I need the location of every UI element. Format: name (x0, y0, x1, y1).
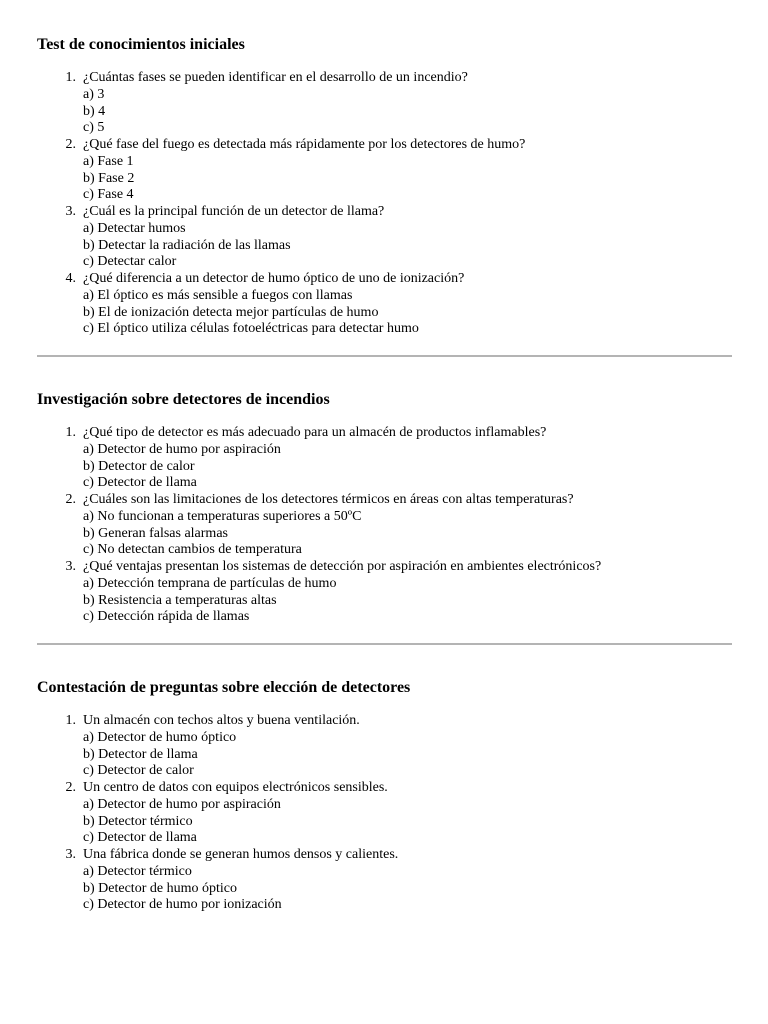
question-text: ¿Qué fase del fuego es detectada más rápidamente por los detectores de humo? (83, 137, 526, 152)
question-item (37, 137, 732, 204)
answer-option: b) El de ionización detecta mejor partículas de humo (83, 304, 379, 320)
question-item (37, 847, 732, 914)
question-item (37, 492, 732, 559)
question-item (37, 204, 732, 271)
answer-option: b) Detector de llama (83, 746, 198, 762)
question-text: ¿Qué tipo de detector es más adecuado para un almacén de productos inflamables? (83, 425, 547, 440)
question-text: Un centro de datos con equipos electrónicos sensibles. (83, 780, 388, 795)
section-detector-research (37, 390, 732, 626)
answer-option: c) Fase 4 (83, 187, 134, 203)
answer-option: b) Detectar la radiación de las llamas (83, 237, 291, 253)
question-list (37, 713, 732, 914)
section-title: Investigación sobre detectores de incendios (37, 391, 330, 408)
answer-option: c) Detección rápida de llamas (83, 609, 250, 625)
answer-option: b) Detector de calor (83, 458, 195, 474)
answer-option: a) 3 (83, 86, 105, 102)
answer-option: c) El óptico utiliza células fotoeléctricas para detectar humo (83, 321, 419, 337)
section-divider (37, 643, 732, 645)
answer-option: c) Detector de humo por ionización (83, 897, 282, 913)
question-list (37, 70, 732, 338)
answer-option: c) Detector de calor (83, 763, 194, 779)
answer-option: a) Detector térmico (83, 863, 192, 879)
question-text: ¿Cuántas fases se pueden identificar en el desarrollo de un incendio? (83, 70, 468, 85)
question-number: 1. (65, 425, 76, 440)
question-text: ¿Qué ventajas presentan los sistemas de detección por aspiración en ambientes electrónicos? (83, 559, 602, 574)
answer-option: c) No detectan cambios de temperatura (83, 542, 302, 558)
question-item (37, 271, 732, 338)
answer-option: a) Detección temprana de partículas de humo (83, 575, 337, 591)
section-detector-choice (37, 678, 732, 914)
section-initial-test (37, 35, 732, 338)
section-divider (37, 355, 732, 357)
question-number: 2. (65, 780, 76, 795)
answer-option: a) El óptico es más sensible a fuegos con llamas (83, 287, 353, 303)
question-text: ¿Qué diferencia a un detector de humo óptico de uno de ionización? (83, 271, 465, 286)
question-item (37, 559, 732, 626)
answer-option: b) 4 (83, 103, 106, 119)
question-text: Una fábrica donde se generan humos densos y calientes. (83, 847, 399, 862)
answer-option: a) Detector de humo por aspiración (83, 441, 281, 457)
answer-option: b) Fase 2 (83, 170, 135, 186)
answer-option: b) Detector de humo óptico (83, 880, 237, 896)
answer-option: c) Detectar calor (83, 254, 177, 270)
answer-option: b) Detector térmico (83, 813, 193, 829)
question-number: 2. (65, 492, 76, 507)
question-number: 3. (65, 559, 76, 574)
answer-option: a) Detector de humo óptico (83, 729, 237, 745)
answer-option: a) Detector de humo por aspiración (83, 796, 281, 812)
question-list (37, 425, 732, 626)
answer-option: c) 5 (83, 120, 105, 136)
answer-option: a) Detectar humos (83, 220, 186, 236)
answer-option: c) Detector de llama (83, 830, 197, 846)
answer-option: b) Generan falsas alarmas (83, 525, 228, 541)
question-number: 1. (65, 70, 76, 85)
question-text: ¿Cuál es la principal función de un detector de llama? (83, 204, 385, 219)
question-item (37, 425, 732, 492)
question-number: 4. (65, 271, 76, 286)
question-text: ¿Cuáles son las limitaciones de los detectores térmicos en áreas con altas temperaturas? (83, 492, 574, 507)
answer-option: b) Resistencia a temperaturas altas (83, 592, 277, 608)
question-number: 3. (65, 847, 76, 862)
question-number: 2. (65, 137, 76, 152)
question-item (37, 70, 732, 137)
question-text: Un almacén con techos altos y buena ventilación. (83, 713, 360, 728)
question-number: 3. (65, 204, 76, 219)
answer-option: a) Fase 1 (83, 153, 134, 169)
question-item (37, 713, 732, 780)
answer-option: c) Detector de llama (83, 475, 197, 491)
section-title: Contestación de preguntas sobre elección de detectores (37, 679, 411, 696)
question-item (37, 780, 732, 847)
question-number: 1. (65, 713, 76, 728)
section-title: Test de conocimientos iniciales (37, 36, 245, 53)
answer-option: a) No funcionan a temperaturas superiores a 50ºC (83, 508, 362, 524)
